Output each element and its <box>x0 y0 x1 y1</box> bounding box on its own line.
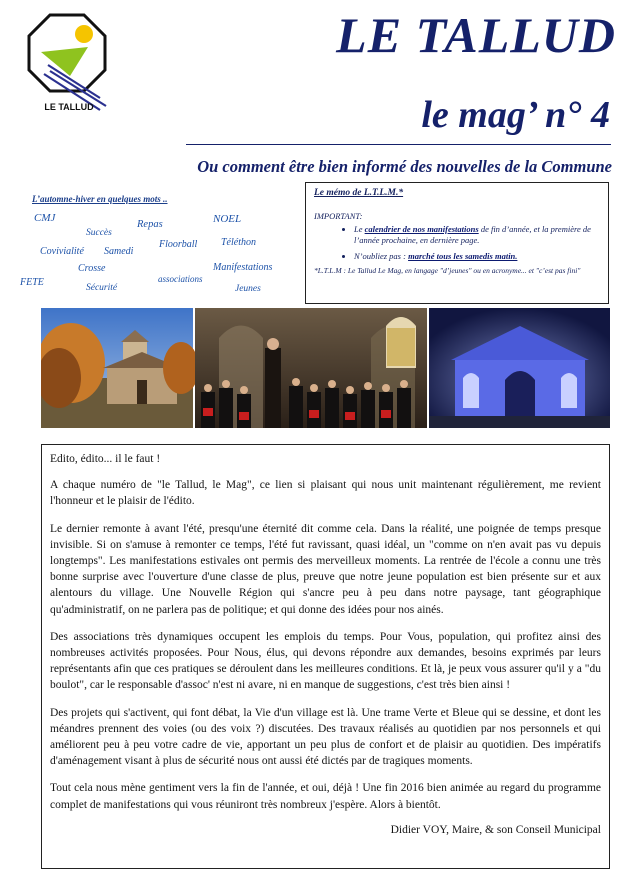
wordcloud-word: Floorball <box>159 239 198 250</box>
memo-item-calendar <box>354 224 600 247</box>
memo-list <box>314 224 600 262</box>
church-exterior-photo <box>41 308 199 428</box>
wordcloud-word: NOEL <box>213 213 242 225</box>
memo-item-text: Le <box>354 224 365 234</box>
wordcloud-word: Repas <box>137 219 163 230</box>
wordcloud-word: Manifestations <box>213 262 273 273</box>
memo-item-emphasis: marché tous les samedis matin. <box>408 250 518 261</box>
wordcloud-word: CMJ <box>34 212 56 224</box>
edito-paragraph: A chaque numéro de "le Tallud, le Mag", ce lien si plaisant qui nous unit maintenant régulièrement, me revient l'honneur et le plaisir de l'édito. <box>50 479 601 508</box>
memo-footnote: *L.T.L.M : Le Tallud Le Mag, en langage "d’jeunes" ou en acronyme... et "c’est pas fini" <box>314 266 581 276</box>
memo-item-text: de fin d’année, et la première de l’année prochaine, en dernière page. <box>354 224 591 246</box>
edito-paragraph: Des associations très dynamiques occupent les emplois du temps. Pour Vous, population, qui profitez ainsi des nombreuses activités proposées. Pour Nous, élus, qui devons répondre aux demandes, besoins exprimés par leurs représentants afin que ces pratiques se déroulent dans les meilleures conditions. Et là, je peux vous assurer qu'il y a "du boulot", car le responsable d'assoc' n'est ni avare, ni en manque de suggestions, c'est très bien ainsi ! <box>50 630 601 692</box>
edito-heading: Edito, édito... il le faut ! <box>50 453 161 465</box>
illuminated-church-photo <box>429 308 610 428</box>
wordcloud-word: Téléthon <box>221 237 256 248</box>
wordcloud-word: Sécurité <box>86 283 118 293</box>
wordcloud-word: Succès <box>86 228 112 238</box>
memo-box <box>305 182 609 304</box>
wordcloud-word: Covivialité <box>40 246 84 257</box>
wordcloud-word: Samedi <box>104 246 134 257</box>
wordcloud-word: Jeunes <box>235 284 261 294</box>
edito-box <box>41 444 610 869</box>
memo-item-emphasis: calendrier de nos manifestations <box>364 224 479 234</box>
tagline: Ou comment être bien informé des nouvelles de la Commune <box>197 157 612 176</box>
memo-item-text: N’oubliez pas : <box>354 250 409 261</box>
wordcloud-word: associations <box>158 274 203 284</box>
memo-important-label: IMPORTANT: <box>314 211 363 221</box>
photo-strip <box>41 308 610 428</box>
choir-concert-photo <box>195 308 427 428</box>
wordcloud-word: FETE <box>20 277 44 288</box>
logo-label: LE TALLUD <box>44 102 94 112</box>
magazine-title: LE TALLUD <box>336 7 616 63</box>
wordcloud-word: Crosse <box>78 263 106 274</box>
edito-signature: Didier VOY, Maire, & son Conseil Municipal <box>390 823 601 836</box>
edito-paragraph: Tout cela nous mène gentiment vers la fin de l'année, et oui, déjà ! Une fin 2016 bien animée au regard du programme complet de manifestations qui vous réuniront très nombreux j'espère. Alors à bientôt. <box>50 782 601 811</box>
issue-subtitle: le mag’ n° 4 <box>421 94 610 136</box>
memo-title: Le mémo de L.T.L.M.* <box>314 188 404 198</box>
edito-paragraph: Le dernier remonte à avant l'été, presqu'une éternité dit comme cela. Dans la réalité, une poignée de temps presque invisible. Si on s'amuse à remonter ce temps, l'été fut ravissant, quasi idéal, un "comme on n'en avait pas vu depuis longtemps". Les manifestations estivales ont permis des merveilleux moments. La rentrée de l'école a connu une très bonne surprise avec l'ouverture d'une classe de plus, preuve que notre jeune population est bien présente sur et aux alentours du village. Une Nouvelle Région qui s'ancre peu à peu dans notre paysage, tant géographique qu'administratif, on ne parlera pas de politique; et qui donne des idées pour nos ainés. <box>50 522 601 616</box>
edito-paragraph: Des projets qui s'activent, qui font débat, la Vie d'un village est là. Une trame Verte et Bleue qui se dessine, et dont les méandres prennent des voies (ou des voix ?) discutées. Des travaux réalisés au quotidien par nos personnels et qui améliorent peu à peu votre cadre de vie, apportant un peu plus de confort et de plaisir au quotidien. Des impératifs d'aménagement visant à plus de sécurité nous ont aussi été dictés par de tragiques moments. <box>50 706 601 768</box>
wordcloud-heading: L’automne-hiver en quelques mots .. <box>32 194 168 204</box>
header-divider <box>186 144 611 145</box>
memo-item-market <box>354 251 600 262</box>
